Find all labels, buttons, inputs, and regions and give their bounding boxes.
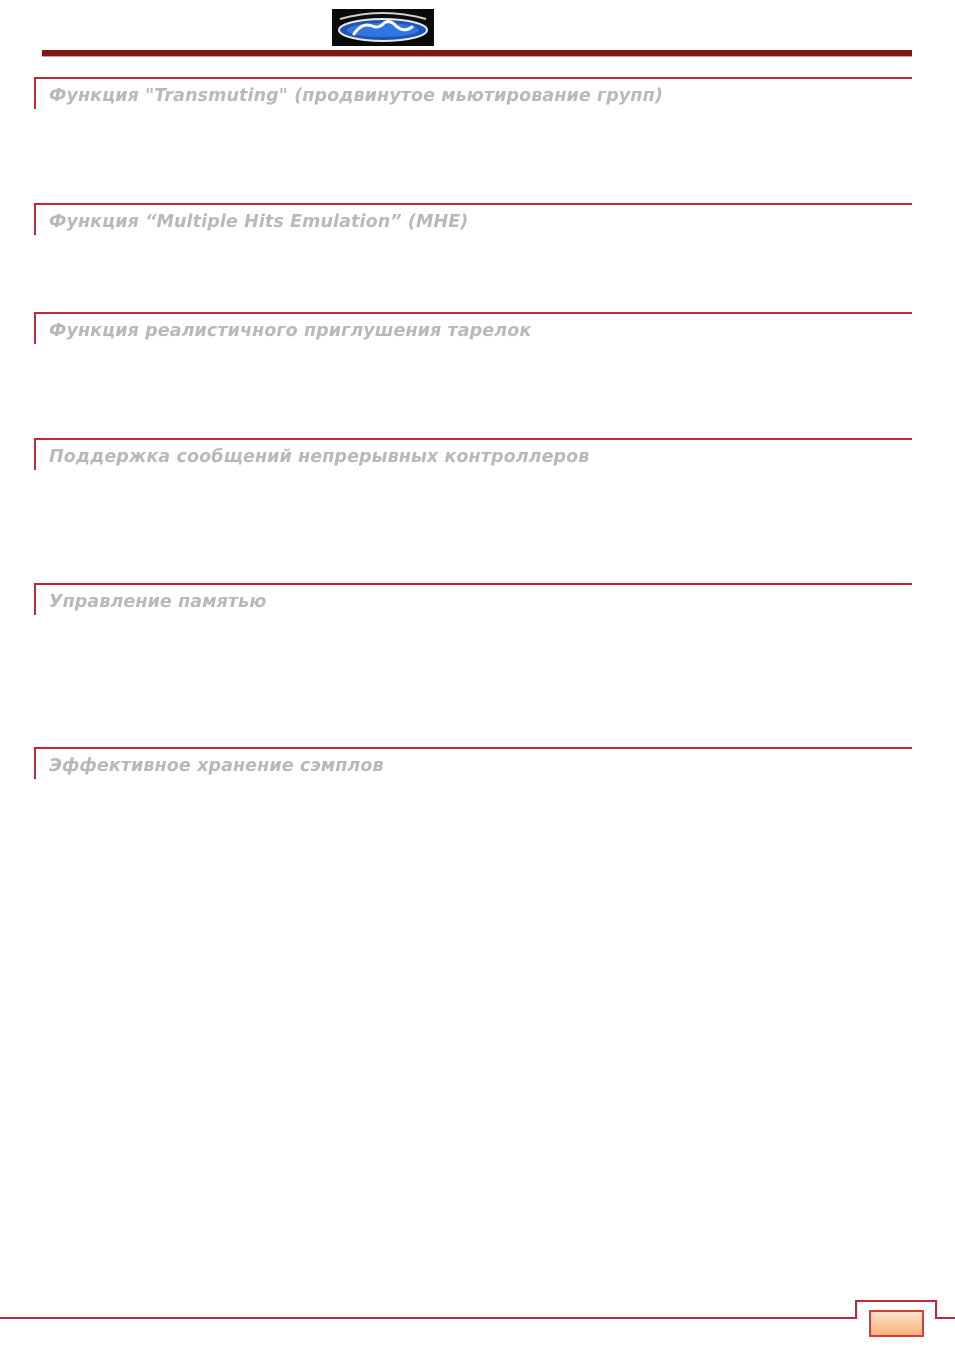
section-heading: Функция "Transmuting" (продвинутое мьютирование групп) xyxy=(49,86,663,106)
section-cymbal-choke xyxy=(34,312,912,344)
header-divider xyxy=(42,50,912,57)
page-number-badge xyxy=(869,1310,924,1337)
section-heading: Управление памятью xyxy=(49,592,267,612)
section-continuous-controllers xyxy=(34,438,912,470)
section-sample-storage xyxy=(34,747,912,779)
footer-divider-right xyxy=(935,1317,955,1319)
section-heading: Функция реалистичного приглушения тарелок xyxy=(49,321,532,341)
section-memory-management xyxy=(34,583,912,615)
section-heading: Поддержка сообщений непрерывных контроллеров xyxy=(49,447,590,467)
section-mhe xyxy=(34,203,912,235)
brand-logo-icon xyxy=(332,9,434,46)
section-heading: Эффективное хранение сэмплов xyxy=(49,756,384,776)
section-transmuting xyxy=(34,77,912,109)
footer-divider xyxy=(0,1317,857,1319)
section-heading: Функция “Multiple Hits Emulation” (MHE) xyxy=(49,212,469,232)
